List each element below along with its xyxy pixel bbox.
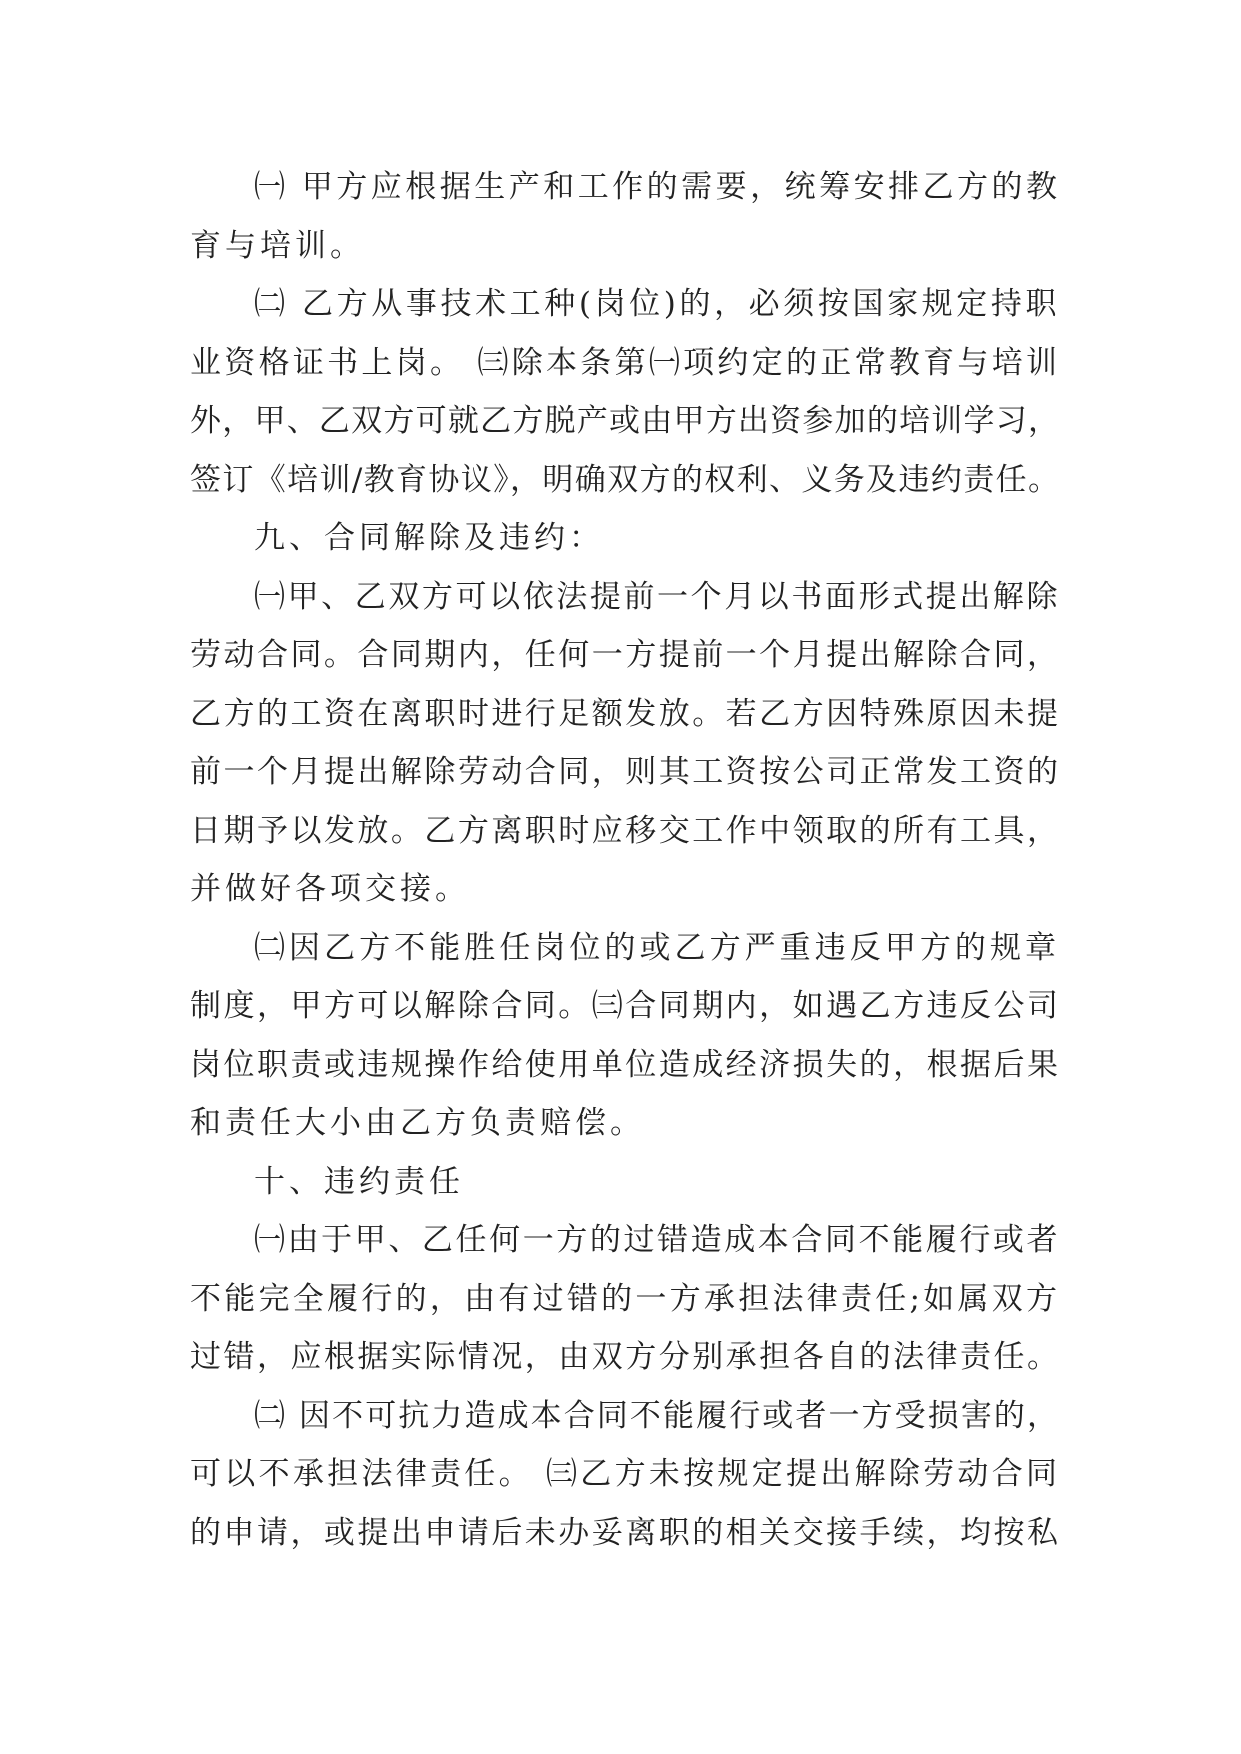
text-line: 制度，甲方可以解除合同。㈢合同期内，如遇乙方违反公司 <box>190 988 1060 1024</box>
text-line: 乙方的工资在离职时进行足额发放。若乙方因特殊原因未提 <box>190 695 1060 732</box>
text-line: ㈠ 甲方应根据生产和工作的需要，统筹安排乙方的教 <box>254 169 1060 205</box>
text-line: ㈠甲、乙双方可以依法提前一个月以书面形式提出解除 <box>254 578 1060 615</box>
text-line: 外，甲、乙双方可就乙方脱产或由甲方出资参加的培训学习， <box>190 403 1060 439</box>
text-line: 劳动合同。合同期内，任何一方提前一个月提出解除合同， <box>190 637 1060 673</box>
text-line: 并做好各项交接。 <box>190 871 470 907</box>
text-line: 前一个月提出解除劳动合同，则其工资按公司正常发工资的 <box>190 754 1060 790</box>
text-line: ㈡因乙方不能胜任岗位的或乙方严重违反甲方的规章 <box>254 929 1060 966</box>
text-line: 日期予以发放。乙方离职时应移交工作中领取的所有工具， <box>190 812 1060 849</box>
text-line: ㈡ 因不可抗力造成本合同不能履行或者一方受损害的， <box>254 1397 1060 1434</box>
contract-body-text <box>190 158 1060 1562</box>
text-line: 过错，应根据实际情况，由双方分别承担各自的法律责任。 <box>190 1339 1060 1375</box>
text-line: 可以不承担法律责任。 ㈢乙方未按规定提出解除劳动合同 <box>190 1456 1060 1492</box>
text-line: 岗位职责或违规操作给使用单位造成经济损失的，根据后果 <box>190 1046 1060 1083</box>
text-line: 不能完全履行的，由有过错的一方承担法律责任;如属双方 <box>190 1280 1060 1317</box>
text-line: 育与培训。 <box>190 227 365 264</box>
text-line: 十、违约责任 <box>254 1163 464 1200</box>
text-line: 签订《培训/教育协议》，明确双方的权利、义务及违约责任。 <box>190 461 1060 498</box>
text-line: 的申请，或提出申请后未办妥离职的相关交接手续，均按私 <box>190 1514 1060 1551</box>
text-line: 和责任大小由乙方负责赔偿。 <box>190 1105 645 1141</box>
text-line: 九、合同解除及违约： <box>254 520 604 556</box>
text-line: ㈡ 乙方从事技术工种(岗位)的，必须按国家规定持职 <box>254 286 1060 322</box>
text-line: 业资格证书上岗。 ㈢除本条第㈠项约定的正常教育与培训 <box>190 344 1060 381</box>
text-line: ㈠由于甲、乙任何一方的过错造成本合同不能履行或者 <box>254 1222 1060 1258</box>
